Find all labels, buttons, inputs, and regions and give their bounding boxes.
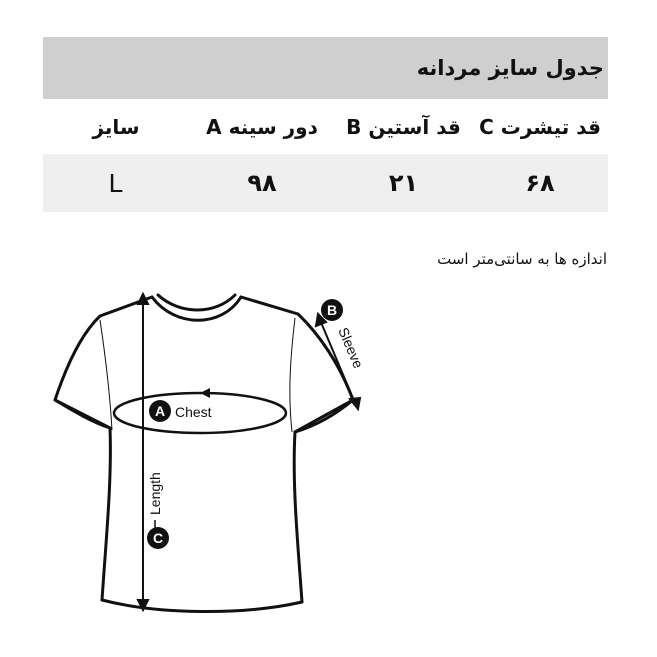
marker-c-text: C [152, 530, 164, 546]
sleeve-label: Sleeve [335, 324, 367, 371]
length-arrow [138, 294, 148, 610]
value-c-length: ۶۸ [472, 154, 608, 212]
value-a-chest: ۹۸ [189, 154, 335, 212]
tshirt-outline [55, 295, 353, 612]
chest-label: Chest [175, 404, 212, 420]
value-b-sleeve: ۲۱ [335, 154, 472, 212]
header-size: سایز [92, 114, 140, 139]
size-chart-title: جدول سایز مردانه [416, 56, 604, 80]
header-a-chest: A دور سینه [206, 114, 318, 139]
size-chart-title-bar [43, 37, 608, 99]
header-c-length: C قد تیشرت [479, 114, 601, 139]
length-label: Length [147, 472, 163, 515]
header-b-sleeve: B قد آستین [346, 114, 461, 139]
marker-a-text: A [154, 403, 166, 419]
tshirt-measurement-diagram [40, 280, 380, 625]
marker-b-text: B [326, 302, 338, 318]
size-table [43, 99, 608, 212]
value-size: L [43, 154, 189, 212]
units-note: اندازه ها به سانتی‌متر است [437, 250, 607, 268]
chest-arrow-icon [200, 388, 210, 398]
